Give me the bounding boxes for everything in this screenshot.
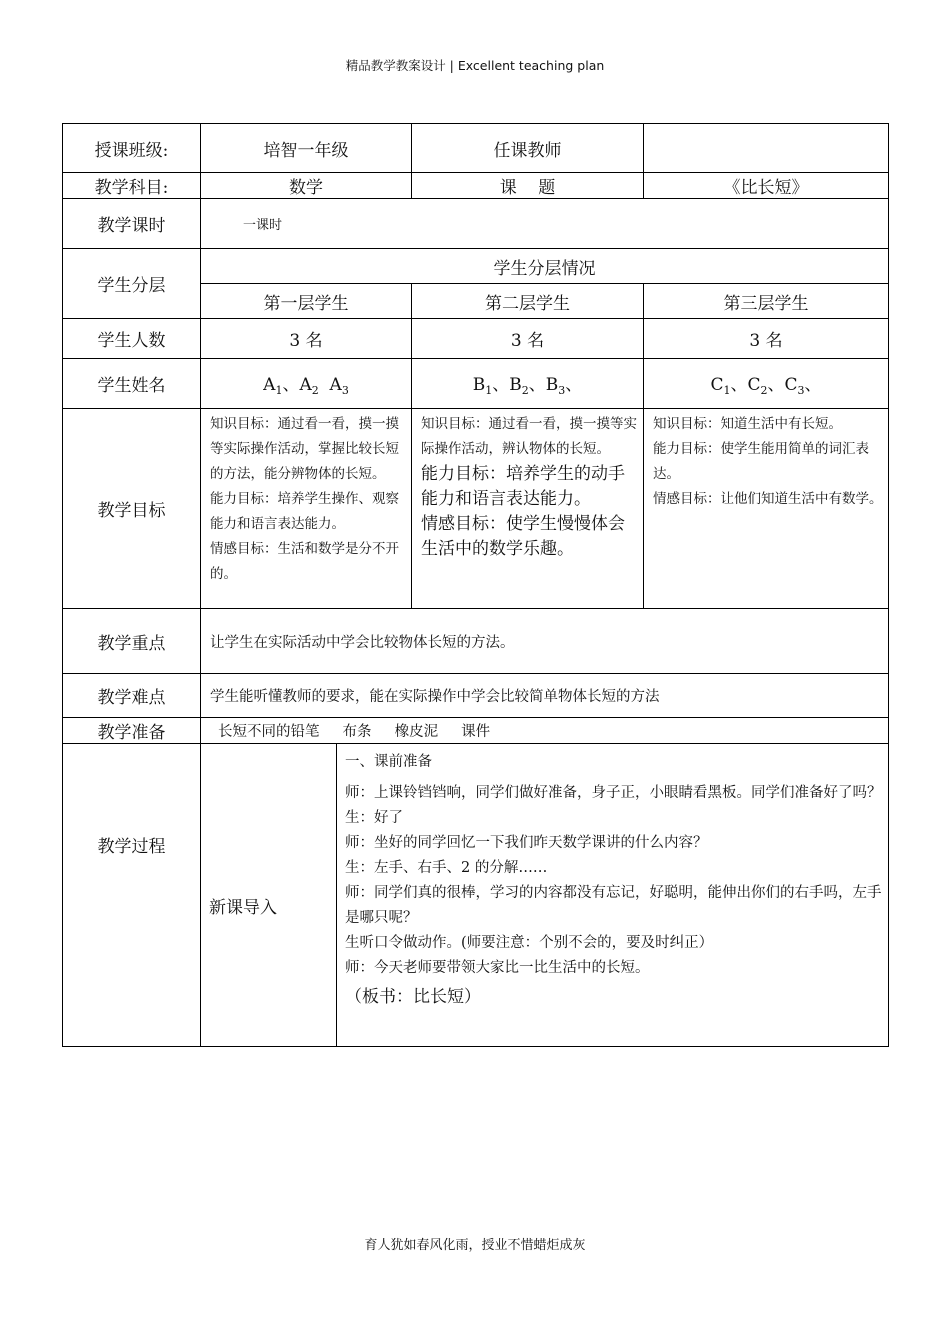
row-subject bbox=[63, 173, 889, 199]
row-hours bbox=[63, 199, 889, 249]
topic-label: 课 题 bbox=[412, 173, 644, 199]
row-names bbox=[63, 359, 889, 409]
process-line: 生：左手、右手、2 的分解…… bbox=[345, 860, 548, 876]
goals-layer-3: 知识目标：知道生活中有长短。 能力目标：使学生能用简单的词汇表达。 情感目标：让他们知道生活中有数学。 bbox=[644, 409, 889, 609]
row-process bbox=[63, 744, 889, 1047]
row-class bbox=[63, 124, 889, 173]
difficulty-value: 学生能听懂教师的要求，能在实际操作中学会比较简单物体长短的方法 bbox=[201, 674, 889, 718]
names-layer-2: $B_1$、$B_2$、$B_3$、 bbox=[412, 359, 644, 409]
difficulty-label: 教学难点 bbox=[63, 674, 201, 718]
count-layer-1: 3 名 bbox=[201, 319, 412, 359]
process-line: 师：坐好的同学回忆一下我们昨天数学课讲的什么内容？ bbox=[345, 835, 708, 851]
row-focus bbox=[63, 609, 889, 674]
focus-value: 让学生在实际活动中学会比较物体长短的方法。 bbox=[201, 609, 889, 674]
page-header: 精品教学教案设计 | Excellent teaching plan bbox=[345, 58, 605, 73]
prep-label: 教学准备 bbox=[63, 718, 201, 744]
goals-layer-2-ability: 能力目标：培养学生的动手能力和语言表达能力。 情感目标：使学生慢慢体会生活中的数学乐趣。 bbox=[421, 464, 625, 559]
row-count bbox=[63, 319, 889, 359]
layer-label: 学生分层 bbox=[63, 249, 201, 319]
row-difficulty bbox=[63, 674, 889, 718]
layer-title: 学生分层情况 bbox=[201, 249, 889, 284]
names-label: 学生姓名 bbox=[63, 359, 201, 409]
class-label: 授课班级: bbox=[63, 124, 201, 173]
hours-value: 一课时 bbox=[201, 199, 889, 249]
subject-value: 数学 bbox=[201, 173, 412, 199]
goals-layer-1: 知识目标：通过看一看，摸一摸等实际操作活动，掌握比较长短的方法，能分辨物体的长短。 能力目标：培养学生操作、观察能力和语言表达能力。 情感目标：生活和数学是分不开的。 bbox=[201, 409, 412, 609]
names-layer-1: $A_1$、$A_2$ $A_3$ bbox=[201, 359, 412, 409]
process-board-note: （板书：比长短） bbox=[345, 987, 481, 1007]
process-content bbox=[337, 744, 889, 1047]
process-heading: 一、课前准备 bbox=[345, 754, 432, 770]
layer-1-header: 第一层学生 bbox=[201, 284, 412, 319]
count-layer-2: 3 名 bbox=[412, 319, 644, 359]
count-label: 学生人数 bbox=[63, 319, 201, 359]
row-goals bbox=[63, 409, 889, 609]
lesson-plan-table bbox=[62, 123, 889, 1047]
prep-value: 长短不同的铅笔 布条 橡皮泥 课件 bbox=[201, 718, 889, 744]
layer-3-header: 第三层学生 bbox=[644, 284, 889, 319]
layer-2-header: 第二层学生 bbox=[412, 284, 644, 319]
focus-label: 教学重点 bbox=[63, 609, 201, 674]
goals-layer-2-knowledge: 知识目标：通过看一看，摸一摸等实际操作活动，辨认物体的长短。 bbox=[421, 416, 637, 457]
process-line: 师：今天老师要带领大家比一比生活中的长短。 bbox=[345, 960, 650, 976]
process-label: 教学过程 bbox=[63, 744, 201, 1047]
count-layer-3: 3 名 bbox=[644, 319, 889, 359]
names-layer-3: $C_1$、$C_2$、$C_3$、 bbox=[644, 359, 889, 409]
class-value: 培智一年级 bbox=[201, 124, 412, 173]
teacher-label: 任课教师 bbox=[412, 124, 644, 173]
goals-layer-2 bbox=[412, 409, 644, 609]
teacher-value bbox=[644, 124, 889, 173]
process-line: 生：好了 bbox=[345, 810, 403, 826]
row-prep bbox=[63, 718, 889, 744]
row-layer-title bbox=[63, 249, 889, 284]
hours-label: 教学课时 bbox=[63, 199, 201, 249]
page-footer: 育人犹如春风化雨，授业不惜蜡炬成灰 bbox=[364, 1238, 586, 1253]
topic-value: 《比长短》 bbox=[644, 173, 889, 199]
process-stage: 新课导入 bbox=[201, 744, 337, 1047]
process-line: 生听口令做动作。(师要注意：个别不会的，要及时纠正） bbox=[345, 935, 714, 951]
process-line: 师：上课铃铛铛响，同学们做好准备，身子正，小眼睛看黑板。同学们准备好了吗？ bbox=[345, 785, 882, 801]
subject-label: 教学科目: bbox=[63, 173, 201, 199]
goals-label: 教学目标 bbox=[63, 409, 201, 609]
process-line: 师：同学们真的很棒，学习的内容都没有忘记，好聪明，能伸出你们的右手吗，左手是哪只呢？ bbox=[345, 885, 882, 926]
